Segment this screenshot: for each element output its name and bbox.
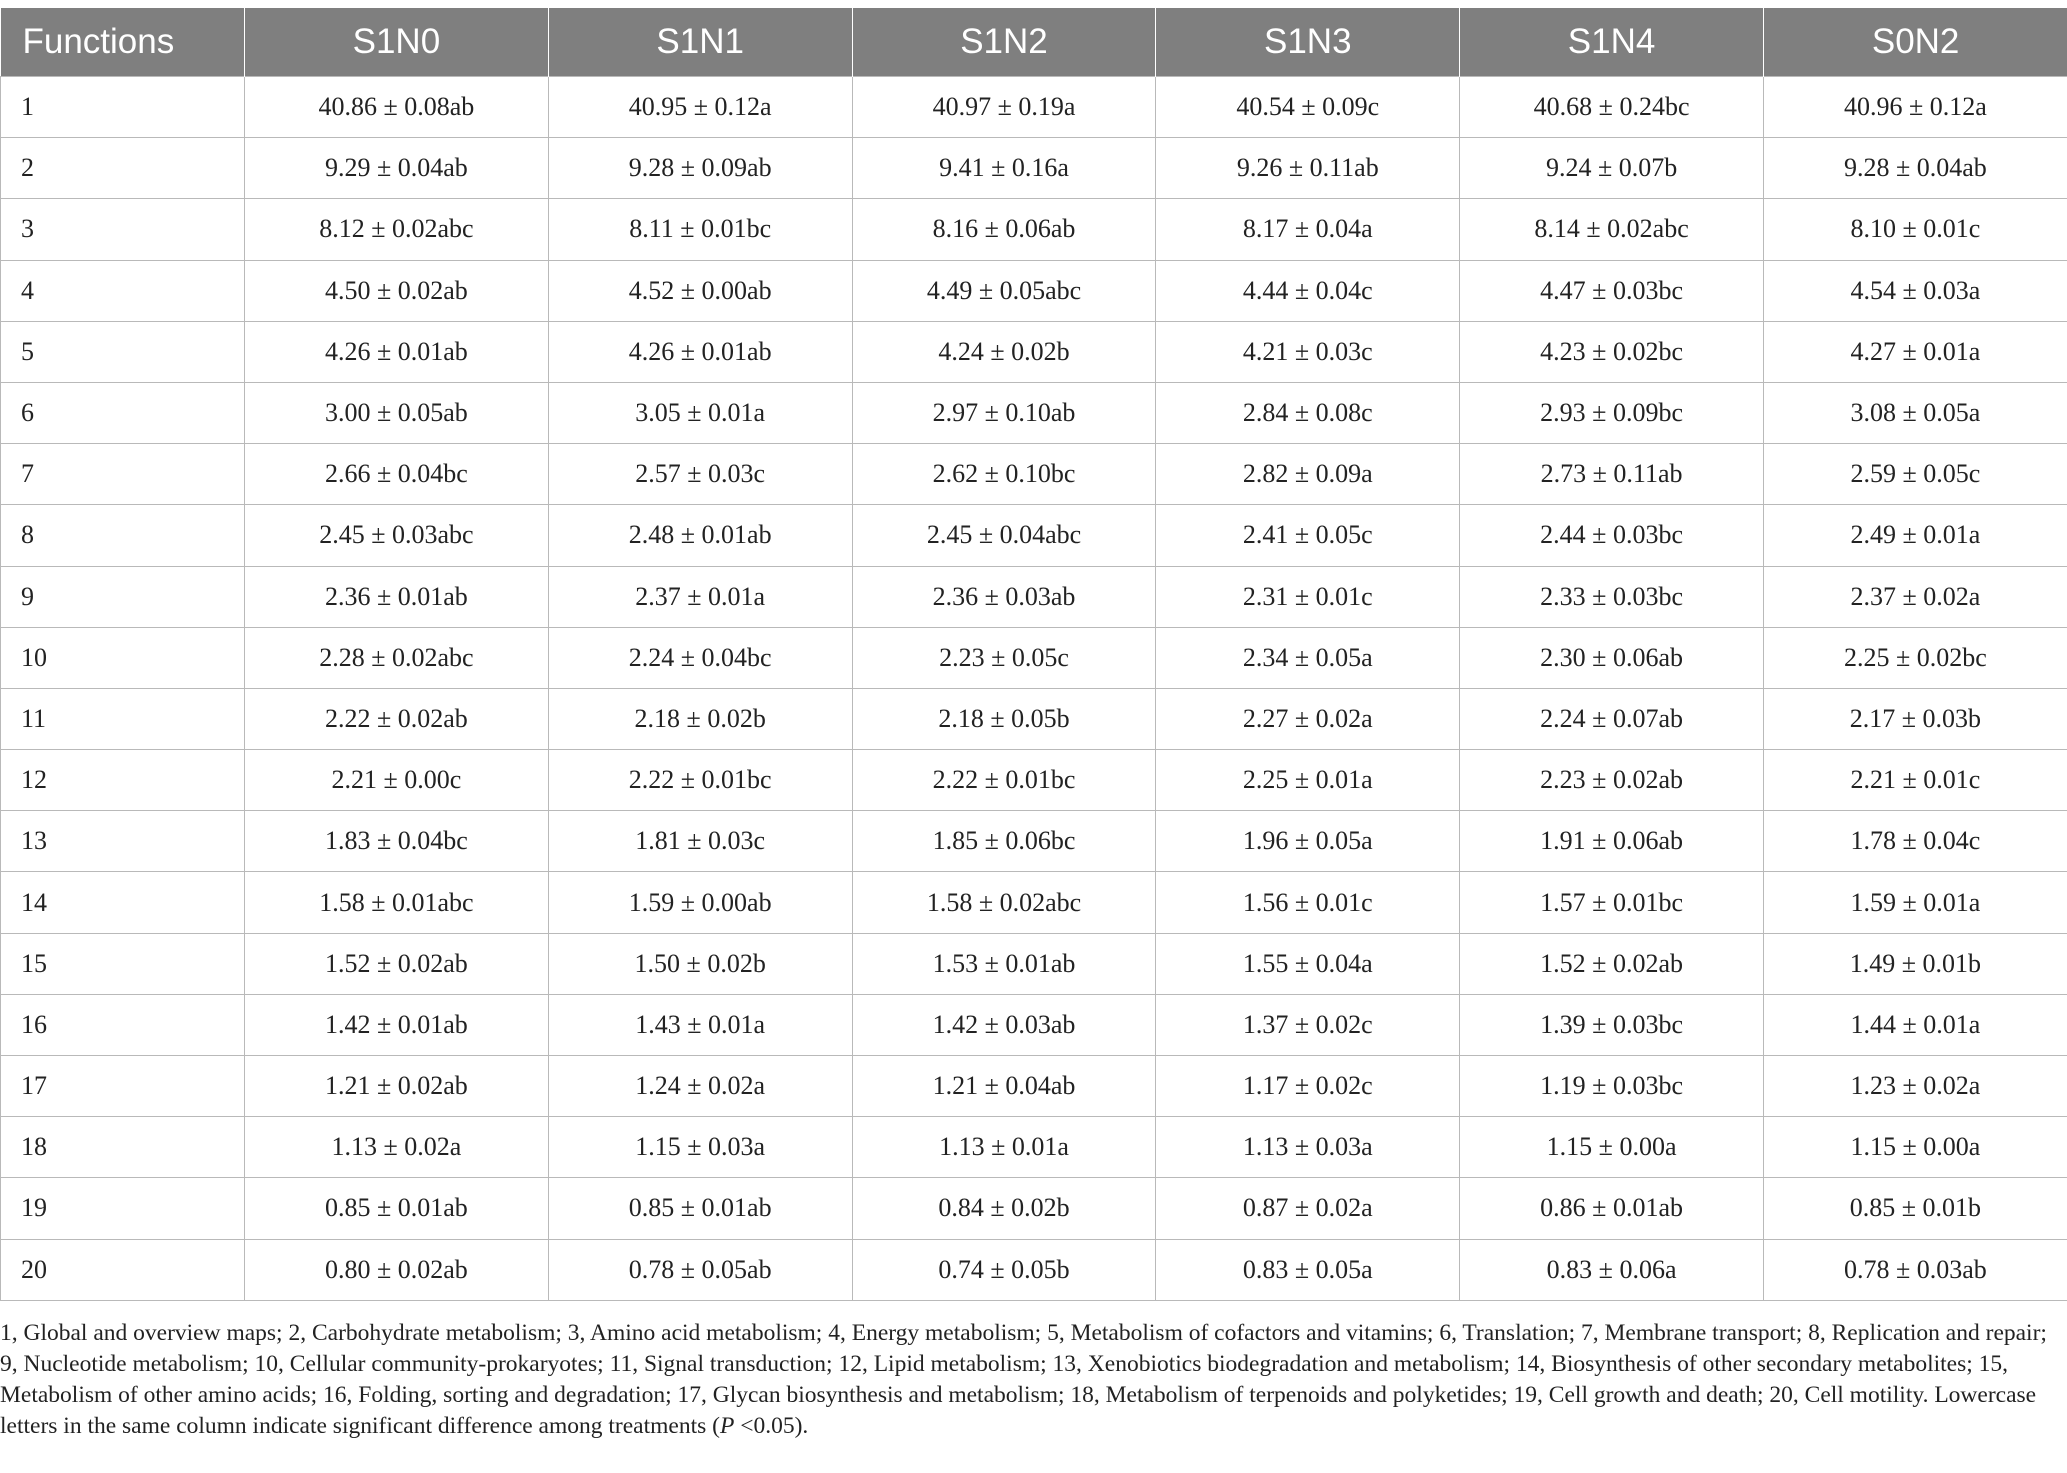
table-row [1,1239,2067,1300]
value-cell: 2.44 ± 0.03bc [1460,505,1764,566]
table-row [1,444,2067,505]
value-cell: 4.26 ± 0.01ab [548,321,852,382]
value-cell: 1.52 ± 0.02ab [245,933,549,994]
value-cell: 1.96 ± 0.05a [1156,811,1460,872]
value-cell: 1.43 ± 0.01a [548,994,852,1055]
value-cell: 3.00 ± 0.05ab [245,382,549,443]
value-cell: 40.96 ± 0.12a [1763,77,2067,138]
value-cell: 2.36 ± 0.03ab [852,566,1156,627]
value-cell: 2.22 ± 0.01bc [548,750,852,811]
value-cell: 1.52 ± 0.02ab [1460,933,1764,994]
value-cell: 4.26 ± 0.01ab [245,321,549,382]
value-cell: 2.23 ± 0.05c [852,627,1156,688]
value-cell: 40.68 ± 0.24bc [1460,77,1764,138]
value-cell: 1.85 ± 0.06bc [852,811,1156,872]
value-cell: 0.85 ± 0.01ab [245,1178,549,1239]
table-row [1,566,2067,627]
column-header-s1n4: S1N4 [1460,8,1764,77]
value-cell: 2.45 ± 0.04abc [852,505,1156,566]
value-cell: 0.83 ± 0.06a [1460,1239,1764,1300]
value-cell: 2.21 ± 0.01c [1763,750,2067,811]
value-cell: 1.81 ± 0.03c [548,811,852,872]
value-cell: 2.73 ± 0.11ab [1460,444,1764,505]
value-cell: 1.78 ± 0.04c [1763,811,2067,872]
value-cell: 2.66 ± 0.04bc [245,444,549,505]
value-cell: 4.21 ± 0.03c [1156,321,1460,382]
value-cell: 2.37 ± 0.01a [548,566,852,627]
functions-table [0,8,2067,1301]
value-cell: 1.59 ± 0.01a [1763,872,2067,933]
value-cell: 2.23 ± 0.02ab [1460,750,1764,811]
value-cell: 1.21 ± 0.02ab [245,1056,549,1117]
table-row [1,199,2067,260]
value-cell: 1.13 ± 0.02a [245,1117,549,1178]
value-cell: 0.85 ± 0.01ab [548,1178,852,1239]
value-cell: 1.55 ± 0.04a [1156,933,1460,994]
value-cell: 1.17 ± 0.02c [1156,1056,1460,1117]
function-id-cell: 20 [1,1239,245,1300]
function-id-cell: 10 [1,627,245,688]
value-cell: 1.19 ± 0.03bc [1460,1056,1764,1117]
value-cell: 2.33 ± 0.03bc [1460,566,1764,627]
value-cell: 8.10 ± 0.01c [1763,199,2067,260]
column-header-s1n0: S1N0 [245,8,549,77]
value-cell: 2.84 ± 0.08c [1156,382,1460,443]
value-cell: 1.57 ± 0.01bc [1460,872,1764,933]
value-cell: 9.24 ± 0.07b [1460,138,1764,199]
table-body [1,77,2067,1301]
value-cell: 4.23 ± 0.02bc [1460,321,1764,382]
value-cell: 3.05 ± 0.01a [548,382,852,443]
function-id-cell: 12 [1,750,245,811]
value-cell: 2.49 ± 0.01a [1763,505,2067,566]
function-id-cell: 8 [1,505,245,566]
function-id-cell: 4 [1,260,245,321]
value-cell: 1.42 ± 0.01ab [245,994,549,1055]
value-cell: 2.22 ± 0.02ab [245,688,549,749]
value-cell: 40.54 ± 0.09c [1156,77,1460,138]
table-row [1,872,2067,933]
value-cell: 40.95 ± 0.12a [548,77,852,138]
value-cell: 2.37 ± 0.02a [1763,566,2067,627]
column-header-s1n2: S1N2 [852,8,1156,77]
value-cell: 1.59 ± 0.00ab [548,872,852,933]
value-cell: 9.26 ± 0.11ab [1156,138,1460,199]
function-id-cell: 6 [1,382,245,443]
value-cell: 8.11 ± 0.01bc [548,199,852,260]
value-cell: 1.49 ± 0.01b [1763,933,2067,994]
table-row [1,1117,2067,1178]
value-cell: 1.56 ± 0.01c [1156,872,1460,933]
value-cell: 2.28 ± 0.02abc [245,627,549,688]
function-id-cell: 11 [1,688,245,749]
value-cell: 2.62 ± 0.10bc [852,444,1156,505]
value-cell: 0.83 ± 0.05a [1156,1239,1460,1300]
value-cell: 0.78 ± 0.03ab [1763,1239,2067,1300]
column-header-s0n2: S0N2 [1763,8,2067,77]
value-cell: 40.86 ± 0.08ab [245,77,549,138]
value-cell: 0.80 ± 0.02ab [245,1239,549,1300]
function-id-cell: 19 [1,1178,245,1239]
table-row [1,505,2067,566]
value-cell: 40.97 ± 0.19a [852,77,1156,138]
table-row [1,627,2067,688]
value-cell: 1.58 ± 0.01abc [245,872,549,933]
value-cell: 0.84 ± 0.02b [852,1178,1156,1239]
table-row [1,811,2067,872]
value-cell: 1.42 ± 0.03ab [852,994,1156,1055]
value-cell: 2.24 ± 0.07ab [1460,688,1764,749]
value-cell: 0.85 ± 0.01b [1763,1178,2067,1239]
value-cell: 2.41 ± 0.05c [1156,505,1460,566]
value-cell: 1.39 ± 0.03bc [1460,994,1764,1055]
table-row [1,77,2067,138]
value-cell: 2.59 ± 0.05c [1763,444,2067,505]
function-id-cell: 1 [1,77,245,138]
value-cell: 3.08 ± 0.05a [1763,382,2067,443]
value-cell: 8.16 ± 0.06ab [852,199,1156,260]
function-id-cell: 17 [1,1056,245,1117]
value-cell: 4.27 ± 0.01a [1763,321,2067,382]
function-id-cell: 15 [1,933,245,994]
value-cell: 1.91 ± 0.06ab [1460,811,1764,872]
value-cell: 1.13 ± 0.03a [1156,1117,1460,1178]
table-row [1,1178,2067,1239]
table-row [1,994,2067,1055]
footnote-tail: <0.05). [734,1413,809,1439]
function-id-cell: 18 [1,1117,245,1178]
value-cell: 2.82 ± 0.09a [1156,444,1460,505]
function-id-cell: 7 [1,444,245,505]
value-cell: 2.57 ± 0.03c [548,444,852,505]
value-cell: 4.49 ± 0.05abc [852,260,1156,321]
value-cell: 9.29 ± 0.04ab [245,138,549,199]
table-row [1,1056,2067,1117]
value-cell: 1.15 ± 0.00a [1763,1117,2067,1178]
header-row [1,8,2067,77]
function-id-cell: 2 [1,138,245,199]
value-cell: 8.14 ± 0.02abc [1460,199,1764,260]
value-cell: 2.27 ± 0.02a [1156,688,1460,749]
value-cell: 4.47 ± 0.03bc [1460,260,1764,321]
value-cell: 4.24 ± 0.02b [852,321,1156,382]
table-row [1,321,2067,382]
value-cell: 8.12 ± 0.02abc [245,199,549,260]
value-cell: 4.50 ± 0.02ab [245,260,549,321]
value-cell: 2.97 ± 0.10ab [852,382,1156,443]
value-cell: 2.93 ± 0.09bc [1460,382,1764,443]
function-id-cell: 5 [1,321,245,382]
value-cell: 2.30 ± 0.06ab [1460,627,1764,688]
value-cell: 9.28 ± 0.09ab [548,138,852,199]
table-footnote [0,1318,2058,1442]
value-cell: 1.23 ± 0.02a [1763,1056,2067,1117]
function-id-cell: 14 [1,872,245,933]
value-cell: 1.44 ± 0.01a [1763,994,2067,1055]
table-row [1,382,2067,443]
value-cell: 2.36 ± 0.01ab [245,566,549,627]
column-header-s1n3: S1N3 [1156,8,1460,77]
value-cell: 1.53 ± 0.01ab [852,933,1156,994]
table-row [1,138,2067,199]
value-cell: 2.25 ± 0.01a [1156,750,1460,811]
value-cell: 0.74 ± 0.05b [852,1239,1156,1300]
value-cell: 4.44 ± 0.04c [1156,260,1460,321]
value-cell: 1.21 ± 0.04ab [852,1056,1156,1117]
value-cell: 1.58 ± 0.02abc [852,872,1156,933]
value-cell: 1.15 ± 0.03a [548,1117,852,1178]
data-table-container [0,8,2067,1301]
value-cell: 4.52 ± 0.00ab [548,260,852,321]
value-cell: 4.54 ± 0.03a [1763,260,2067,321]
value-cell: 1.15 ± 0.00a [1460,1117,1764,1178]
value-cell: 2.17 ± 0.03b [1763,688,2067,749]
value-cell: 1.13 ± 0.01a [852,1117,1156,1178]
value-cell: 1.83 ± 0.04bc [245,811,549,872]
value-cell: 0.86 ± 0.01ab [1460,1178,1764,1239]
column-header-functions: Functions [1,8,245,77]
footnote-p-symbol: P [719,1413,735,1439]
column-header-s1n1: S1N1 [548,8,852,77]
value-cell: 2.24 ± 0.04bc [548,627,852,688]
function-id-cell: 9 [1,566,245,627]
function-id-cell: 13 [1,811,245,872]
table-row [1,260,2067,321]
value-cell: 9.28 ± 0.04ab [1763,138,2067,199]
value-cell: 1.24 ± 0.02a [548,1056,852,1117]
footnote-text: 1, Global and overview maps; 2, Carbohydrate metabolism; 3, Amino acid metabolism; 4, Energy metabolism; 5, Metabolism of cofactors and vitamins; 6, Translation; 7, Membrane transport; 8, Replication and repair; 9, Nucleotide metabolism; 10, Cellular community-prokaryotes; 11, Signal transduction; 12, Lipid metabolism; 13, Xenobiotics biodegradation and metabolism; 14, Biosynthesis of other secondary metabolites; 15, Metabolism of other amino acids; 16, Folding, sorting and degradation; 17, Glycan biosynthesis and metabolism; 18, Metabolism of terpenoids and polyketides; 19, Cell growth and death; 20, Cell motility. Lowercase letters in the same column indicate significant difference among treatments ( [0,1320,2047,1439]
value-cell: 0.78 ± 0.05ab [548,1239,852,1300]
function-id-cell: 3 [1,199,245,260]
value-cell: 1.50 ± 0.02b [548,933,852,994]
function-id-cell: 16 [1,994,245,1055]
value-cell: 2.18 ± 0.05b [852,688,1156,749]
table-row [1,750,2067,811]
table-row [1,933,2067,994]
value-cell: 2.45 ± 0.03abc [245,505,549,566]
value-cell: 2.34 ± 0.05a [1156,627,1460,688]
value-cell: 9.41 ± 0.16a [852,138,1156,199]
value-cell: 2.21 ± 0.00c [245,750,549,811]
value-cell: 0.87 ± 0.02a [1156,1178,1460,1239]
value-cell: 8.17 ± 0.04a [1156,199,1460,260]
table-row [1,688,2067,749]
value-cell: 2.25 ± 0.02bc [1763,627,2067,688]
value-cell: 2.31 ± 0.01c [1156,566,1460,627]
value-cell: 2.48 ± 0.01ab [548,505,852,566]
value-cell: 2.18 ± 0.02b [548,688,852,749]
value-cell: 2.22 ± 0.01bc [852,750,1156,811]
value-cell: 1.37 ± 0.02c [1156,994,1460,1055]
